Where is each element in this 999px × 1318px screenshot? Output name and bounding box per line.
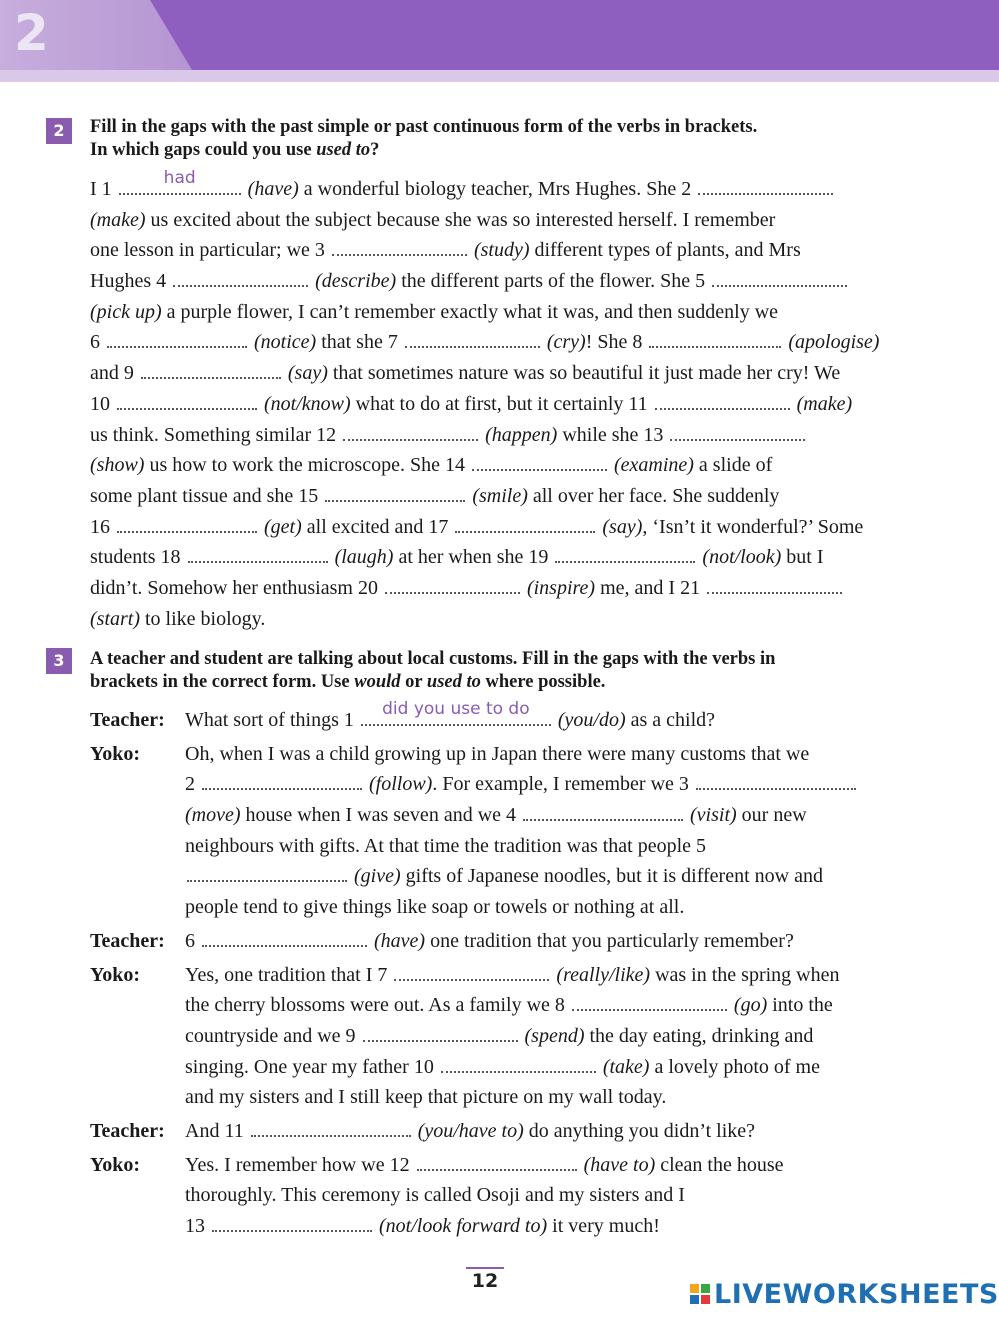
- gap-12[interactable]: [417, 1155, 577, 1171]
- dialogue-turn-teacher: Teacher: And 11 (you/have to) do anything you didn’t like?: [90, 1116, 940, 1147]
- dialogue-turn-teacher: Teacher: 6 (have) one tradition that you particularly remember?: [90, 926, 940, 957]
- gap-16[interactable]: [117, 517, 257, 533]
- gap-6[interactable]: [202, 931, 367, 947]
- dialogue-turn-yoko: Yoko: Yes. I remember how we 12 (have to) clean the house thoroughly. This ceremony is called Osoji and my sisters and I 13 (not/look forward to) it very much!: [90, 1150, 940, 1242]
- gap-15[interactable]: [325, 486, 465, 502]
- gap-3[interactable]: [696, 774, 856, 790]
- speaker-label: Yoko:: [90, 1153, 141, 1176]
- speaker-label: Yoko:: [90, 742, 141, 765]
- page-number: 12: [471, 1270, 499, 1292]
- gap-20[interactable]: [385, 578, 520, 594]
- gap-5[interactable]: [712, 271, 847, 287]
- unit-number: 2: [14, 4, 50, 62]
- gap-2[interactable]: [698, 179, 833, 195]
- speaker-label: Teacher:: [90, 709, 165, 731]
- exercise-number: 3: [46, 648, 72, 674]
- gap-6[interactable]: [107, 332, 247, 348]
- speaker-label: Teacher:: [90, 929, 165, 952]
- gap-11[interactable]: [251, 1121, 411, 1137]
- gap-13[interactable]: [670, 425, 805, 441]
- dialogue-turn-yoko: Yoko: Oh, when I was a child growing up in Japan there were many customs that we 2 (follow). For example, I remember we 3 (move) house when I was seven and we 4 (visit) our new neighbours with gifts. At that time the tradition was that people 5 (give) gifts of Japanese noodles, but it is different now and people tend to give things like soap or towels or nothing at all.: [90, 739, 940, 923]
- logo-blocks-icon: [690, 1284, 710, 1304]
- gap-4[interactable]: [173, 271, 308, 287]
- gap-8[interactable]: [649, 332, 781, 348]
- page-number-rule: [466, 1267, 504, 1269]
- gap-7[interactable]: [394, 965, 549, 981]
- exercise-2-text: I 1 had (have) a wonderful biology teacher, Mrs Hughes. She 2 (make) us excited about the subject because she was so interested herself. I remember one lesson in particular; we 3 (study) different types of plants, and Mrs Hughes 4 (describe) the different parts of the flower. She 5 (pick up) a purple flower, I can’t remember exactly what it was, and then suddenly we 6 (notice) that she 7 (cry)! She 8 (apologise) and 9 (say) that sometimes nature was so beautiful it just made her cry! We 10 (not/know) what to do at first, but it certainly 11 (make) us think. Something similar 12 (happen) while she 13 (show) us how to work the microscope. She 14 (examine) a slide of some plant tissue and she 15 (smile) all over her face. She suddenly 16 (get) all excited and 17 (say), ‘Isn’t it wonderful?’ Some students 18 (laugh) at her when she 19 (not/look) but I didn’t. Somehow her enthusiasm 20 (inspire) me, and I 21 (start) to like biology.: [90, 174, 930, 634]
- gap-4[interactable]: [523, 805, 683, 821]
- gap-1[interactable]: [119, 168, 241, 195]
- header-banner: [0, 0, 999, 82]
- gap-2[interactable]: [202, 774, 362, 790]
- gap-9[interactable]: [141, 363, 281, 379]
- gap-1[interactable]: [361, 699, 551, 726]
- gap-5[interactable]: [187, 866, 347, 882]
- gap-12[interactable]: [343, 425, 478, 441]
- gap-11[interactable]: [655, 394, 790, 410]
- exercise-instruction: A teacher and student are talking about local customs. Fill in the gaps with the verbs in brackets in the correct form. Use would or used to where possible.: [90, 649, 776, 692]
- gap-9[interactable]: [363, 1026, 518, 1042]
- dialogue-turn-yoko: Yoko: Yes, one tradition that I 7 (really/like) was in the spring when the cherry blossoms were out. As a family we 8 (go) into the countryside and we 9 (spend) the day eating, drinking and singing. One year my father 10 (take) a lovely photo of me and my sisters and I still keep that picture on my wall today.: [90, 960, 940, 1113]
- gap-3[interactable]: [332, 240, 467, 256]
- gap-18[interactable]: [188, 547, 328, 563]
- gap-14[interactable]: [472, 455, 607, 471]
- gap-17[interactable]: [455, 517, 595, 533]
- gap-10[interactable]: [117, 394, 257, 410]
- example-answer: had: [163, 168, 196, 189]
- dialogue: [90, 699, 940, 1242]
- liveworksheets-logo: [690, 1278, 999, 1310]
- gap-19[interactable]: [555, 547, 695, 563]
- dialogue-turn-teacher: Teacher: What sort of things 1 did you use to do (you/do) as a child?: [90, 705, 940, 736]
- gap-21[interactable]: [707, 578, 842, 594]
- exercise-number: 2: [46, 118, 72, 144]
- speaker-label: Yoko:: [90, 963, 141, 986]
- gap-10[interactable]: [441, 1057, 596, 1073]
- exercise-instruction: Fill in the gaps with the past simple or past continuous form of the verbs in brackets. In which gaps could you use used to?: [90, 117, 758, 160]
- example-answer: did you use to do: [382, 699, 530, 720]
- logo-text: LIVEWORKSHEETS: [714, 1278, 999, 1310]
- gap-13[interactable]: [212, 1216, 372, 1232]
- gap-7[interactable]: [405, 332, 540, 348]
- gap-8[interactable]: [572, 995, 727, 1011]
- speaker-label: Teacher:: [90, 1119, 165, 1142]
